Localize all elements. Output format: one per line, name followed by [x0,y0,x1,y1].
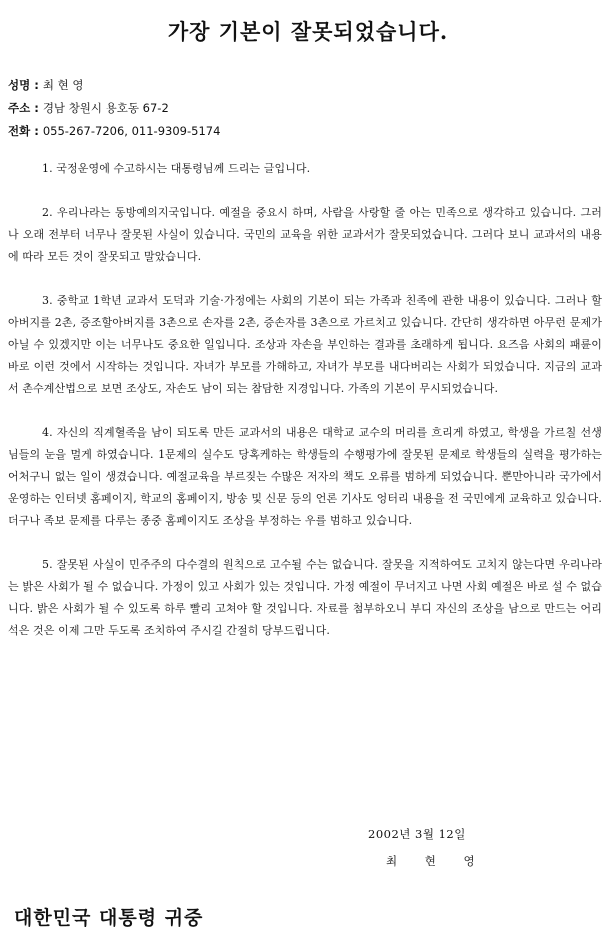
sender-address-row [8,97,220,120]
paragraph-4: 4. 자신의 직계혈족을 남이 되도록 만든 교과서의 내용은 대학교 교수의 머리를 흐리게 하였고, 학생을 가르칠 선생님들의 눈을 멀게 하였습니다. 1문제의 실수도 당혹케하는 학생들의 수행평가에 잘못된 문제로 학생들의 실력을 평가하는 어처구니 없는 일이 생겼습니다. 예절교육을 부르짖는 수많은 저자의 책도 오류를 범하게 되었습니다. 뿐만아니라 국가에서 운영하는 인터넷 홈페이지, 학교의 홈페이지, 방송 및 신문 등의 언론 기사도 엉터리 내용을 전 국민에게 교육하고 있습니다. 더구나 족보 문제를 다루는 종중 홈페이지도 조상을 부정하는 우를 범하고 있습니다. [8,426,602,527]
sender-address: 경남 창원시 용호동 67-2 [42,101,169,115]
paragraph-2: 2. 우리나라는 동방예의지국입니다. 예절을 중요시 하며, 사람을 사랑할 줄 아는 민족으로 생각하고 있습니다. 그러나 오래 전부터 너무나 잘못된 사실이 있습니다. 국민의 교육을 위한 교과서가 잘못되었습니다. 그러다 보니 교과서의 내용에 따라 모든 것이 잘못되고 말았습니다. [8,206,602,263]
letter-date: 2002년 3월 12일 [368,827,466,841]
paragraph-3: 3. 중학교 1학년 교과서 도덕과 기술·가정에는 사회의 기본이 되는 가족과 친족에 관한 내용이 있습니다. 그러나 할아버지를 2촌, 증조할아버지를 3촌으로 손자를 2촌, 증손자를 3촌으로 가르치고 있습니다. 간단히 생각하면 아무런 문제가 아닐 수 있겠지만 이는 너무나도 중요한 일입니다. 조상과 자손을 부인하는 결과를 초래하게 됩니다. 요즈음 사회의 패륜이 바로 이런 것에서 시작하는 것입니다. 자녀가 부모를 가해하고, 자녀가 부모를 내다버리는 사회가 되었습니다. 지금의 교과서 촌수계산법으로 보면 조상도, 자손도 남이 되는 참담한 지경입니다. 가족의 기본이 무시되었습니다. [8,294,602,395]
sender-address-label: 주소 : [8,101,43,115]
sender-name-row [8,74,220,97]
recipient-line: 대한민국 대통령 귀중 [14,907,204,929]
paragraph-5: 5. 잘못된 사실이 민주주의 다수결의 원칙으로 고수될 수는 없습니다. 잘못을 지적하여도 고치지 않는다면 우리나라는 밝은 사회가 될 수 없습니다. 가정이 있고 사회가 있는 것입니다. 가정 예절이 무너지고 나면 사회 예절은 바로 설 수 없습니다. 밝은 사회가 될 수 있도록 하루 빨리 고쳐야 할 것입니다. 자료를 첨부하오니 부디 자신의 조상을 남으로 만드는 어리석은 것은 이제 그만 두도록 조치하여 주시길 간절히 당부드립니다. [8,558,602,637]
sender-phone-row [8,120,220,143]
sender-phone: 055-267-7206, 011-9309-5174 [42,124,221,138]
sender-name-label: 성명 : [8,78,43,92]
signer-name: 최 현 영 [386,854,487,868]
sender-name: 최 현 영 [42,78,84,92]
paragraph-1: 1. 국정운영에 수고하시는 대통령님께 드리는 글입니다. [42,162,311,175]
letter-body [8,158,602,664]
sender-phone-label: 전화 : [8,124,43,138]
letter-title: 가장 기본이 잘못되었습니다. [167,19,449,44]
sender-info [8,74,220,143]
